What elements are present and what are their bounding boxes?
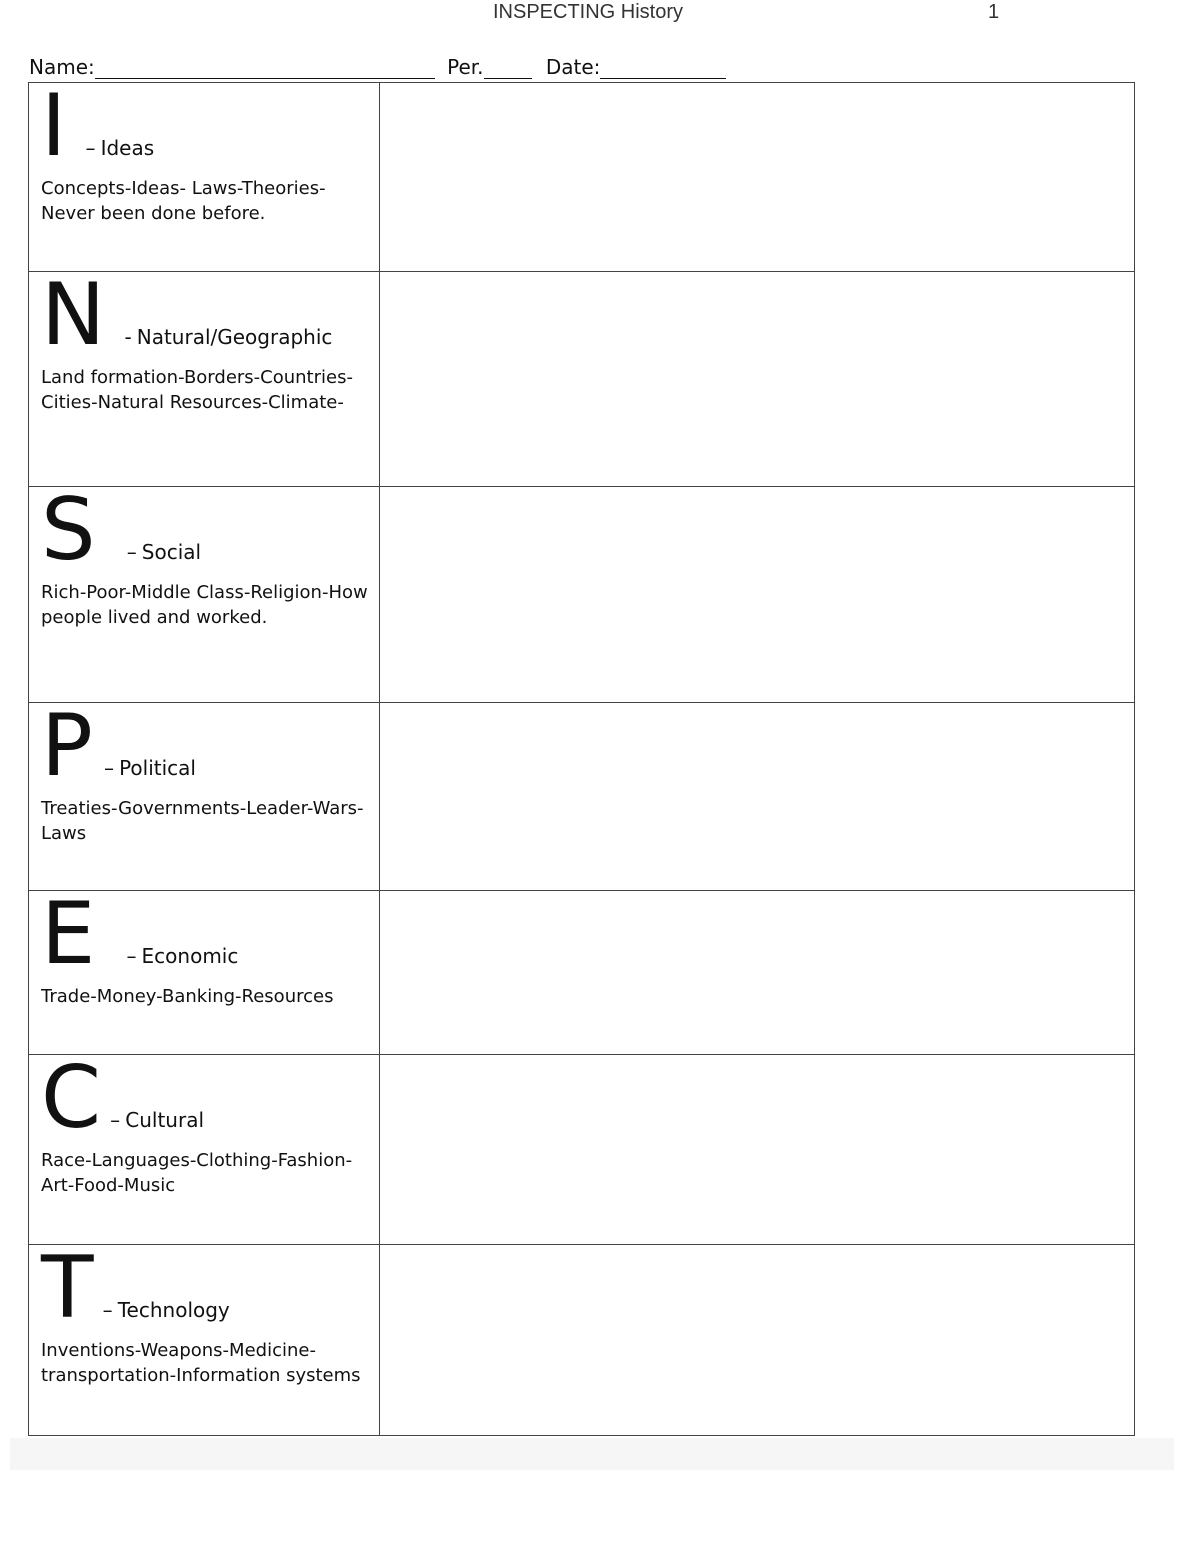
- category-description: Land formation-Borders-Countries-Cities-Natural Resources-Climate-: [41, 367, 353, 414]
- category-dash: –: [110, 1108, 121, 1132]
- label-cell: [29, 265, 380, 487]
- category-dash: –: [103, 756, 114, 780]
- label-cell: [29, 696, 380, 891]
- table-row-technology: [29, 1245, 1135, 1436]
- label-cell: [29, 76, 380, 272]
- category-dash: –: [85, 136, 96, 160]
- category-letter: T: [41, 1238, 94, 1338]
- answer-cell-political[interactable]: [380, 703, 1135, 891]
- page-footer-shade: [10, 1438, 1174, 1470]
- student-info-line: [29, 55, 789, 83]
- category-name: Social: [141, 540, 202, 564]
- answer-cell-economic[interactable]: [380, 891, 1135, 1055]
- document-title: INSPECTING History: [493, 1, 684, 23]
- category-description: Treaties-Governments-Leader-Wars-Laws: [41, 798, 364, 845]
- page-number: 1: [988, 1, 1000, 23]
- page-header: [0, 0, 1200, 28]
- period-label: Per.: [447, 55, 484, 79]
- category-description: Trade-Money-Banking-Resources: [41, 986, 334, 1008]
- date-label: Date:: [545, 55, 601, 79]
- category-dash: –: [126, 540, 137, 564]
- answer-cell-cultural[interactable]: [380, 1055, 1135, 1245]
- label-cell: [29, 1048, 380, 1245]
- label-cell: [29, 480, 380, 703]
- answer-cell-technology[interactable]: [380, 1245, 1135, 1436]
- category-description: Race-Languages-Clothing-Fashion-Art-Food-Music: [41, 1150, 353, 1197]
- table-row-cultural: [29, 1055, 1135, 1245]
- category-description: Rich-Poor-Middle Class-Religion-How people lived and worked.: [41, 582, 368, 629]
- table-row-economic: [29, 891, 1135, 1055]
- category-name: Cultural: [125, 1108, 204, 1132]
- category-letter: N: [41, 265, 106, 365]
- table-row-social: [29, 487, 1135, 703]
- category-dash: –: [102, 1298, 113, 1322]
- category-letter: E: [41, 884, 96, 984]
- label-cell: [29, 1238, 380, 1436]
- table-row-ideas: [29, 83, 1135, 272]
- table-row-political: [29, 703, 1135, 891]
- category-description: Inventions-Weapons-Medicine-transportation-Information systems: [41, 1340, 361, 1387]
- answer-cell-social[interactable]: [380, 487, 1135, 703]
- category-letter: P: [41, 696, 93, 796]
- name-field[interactable]: [95, 56, 435, 79]
- category-name: Economic: [141, 944, 239, 968]
- label-cell: [29, 884, 380, 1055]
- category-letter: C: [41, 1048, 102, 1148]
- answer-cell-natural[interactable]: [380, 272, 1135, 487]
- category-dash: -: [124, 325, 132, 349]
- category-description: Concepts-Ideas- Laws-Theories- Never been done before.: [41, 178, 326, 225]
- category-letter: I: [41, 76, 67, 176]
- table-row-natural: [29, 272, 1135, 487]
- category-letter: S: [41, 480, 96, 580]
- category-name: Political: [119, 756, 196, 780]
- category-name: Natural/Geographic: [136, 325, 333, 349]
- category-name: Technology: [117, 1298, 230, 1322]
- answer-cell-ideas[interactable]: [380, 83, 1135, 272]
- date-field[interactable]: [600, 56, 726, 79]
- category-dash: –: [126, 944, 137, 968]
- category-name: Ideas: [100, 136, 155, 160]
- period-field[interactable]: [484, 56, 532, 79]
- inspecting-table: [28, 76, 1135, 1436]
- name-label: Name:: [29, 55, 95, 79]
